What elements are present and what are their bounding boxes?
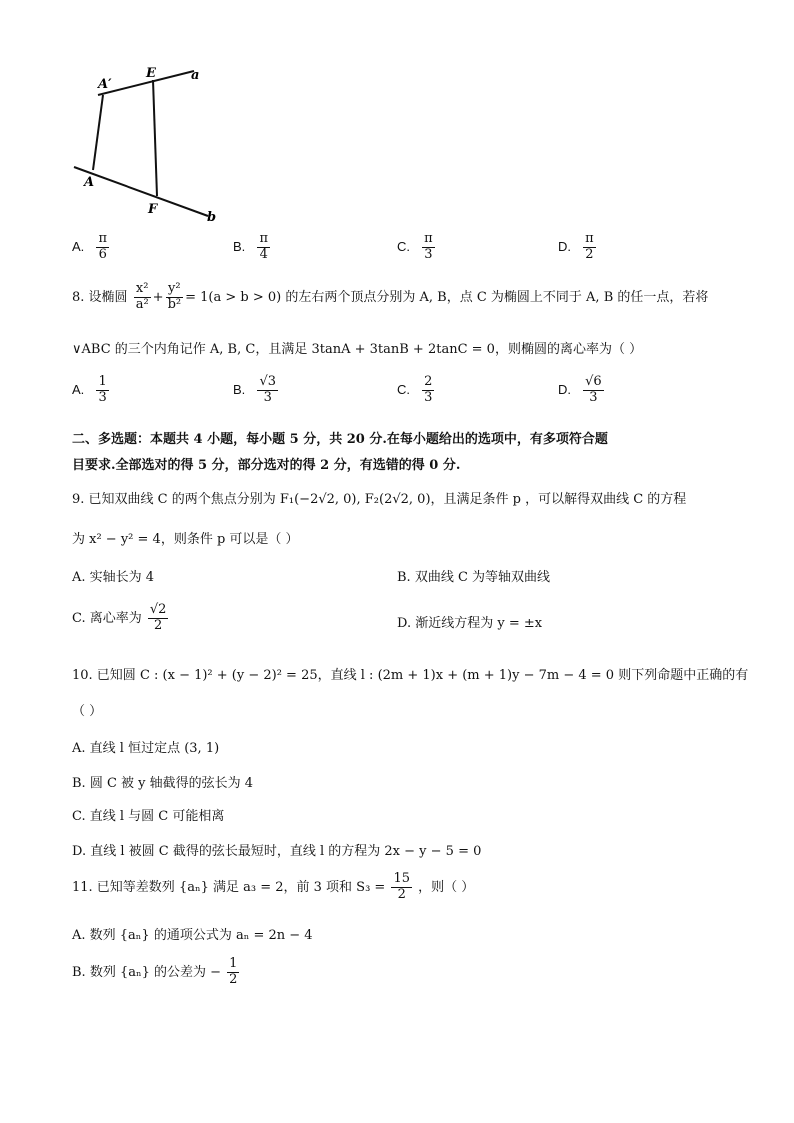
q7-option-d[interactable]	[558, 232, 598, 263]
q9-option-d[interactable]: D. 渐近线方程为 y = ±x	[397, 616, 543, 631]
q8-option-b[interactable]: B. $\frac{√3}{3}$	[233, 374, 276, 405]
q8-option-c[interactable]: C. $\frac{2}{3}$	[397, 374, 433, 405]
label-a-line: a	[191, 68, 200, 83]
label-f: F	[148, 202, 158, 217]
q11-stem: 11. 已知等差数列 {aₙ} 满足 a₃ = 2，前 3 项和 S₃ = $\frac{15}{2}$ ，则（ ）	[72, 871, 475, 902]
q7-option-a[interactable]	[72, 232, 111, 263]
option-letter: C.	[397, 238, 410, 254]
q10-option-d[interactable]: D. 直线 l 被圆 C 截得的弦长最短时，直线 l 的方程为 2x − y − 5 = 0	[72, 844, 482, 859]
option-fraction: $\frac{\pi}{4}$	[259, 231, 268, 262]
q7-option-b[interactable]	[233, 232, 272, 263]
q9-option-b[interactable]: B. 双曲线 C 为等轴双曲线	[397, 570, 551, 585]
q10-stem-line1: 10. 已知圆 C : (x − 1)² + (y − 2)² = 25，直线 l : (2m + 1)x + (m + 1)y − 7m − 4 = 0 则下列命题中正确的有	[72, 668, 749, 683]
label-e: E	[146, 66, 156, 81]
section-heading-line2: 目要求.全部选对的得 5 分，部分选对的得 2 分，有选错的得 0 分.	[72, 458, 461, 473]
q10-option-c[interactable]: C. 直线 l 与圆 C 可能相离	[72, 809, 225, 824]
section-heading-line1: 二、多选题：本题共 4 小题，每小题 5 分，共 20 分.在每小题给出的选项中，有多项符合题	[72, 432, 608, 447]
segment-a-prime-a	[93, 95, 103, 170]
q10-stem-line2: （ ）	[72, 704, 103, 719]
label-a-prime: A′	[98, 77, 112, 92]
ellipse-y-term: $\frac{\text{y²}}{\text{b²}}$	[167, 281, 182, 312]
geometry-figure	[60, 55, 230, 230]
segment-e-f	[153, 80, 157, 196]
option-fraction: $\frac{\pi}{3}$	[424, 231, 433, 262]
option-fraction: $\frac{\pi}{2}$	[585, 231, 594, 262]
q8-stem-line1: 8. 设椭圆 $\frac{\text{x²}}{\text{a²}}$ + $\frac{\text{y²}}{\text{b²}}$ = 1(a > b > 0) 的左右两个顶点分别为 A, B，点 C 为椭圆上不同于 A, B 的任一点，若将	[72, 281, 709, 312]
q9-stem-line1: 9. 已知双曲线 C 的两个焦点分别为 F₁(−2√2, 0), F₂(2√2, 0)，且满足条件 p ，可以解得双曲线 C 的方程	[72, 492, 687, 507]
q11-option-b[interactable]: B. 数列 {aₙ} 的公差为 − $\frac{1}{2}$	[72, 956, 238, 987]
option-letter: B.	[233, 238, 246, 254]
q9-option-c[interactable]: C. 离心率为 $\frac{√2}{2}$	[72, 602, 167, 633]
q7-option-c[interactable]	[397, 232, 437, 263]
option-fraction: $\frac{\pi}{6}$	[98, 231, 107, 262]
label-a: A	[84, 175, 95, 190]
q8-option-a[interactable]: A. $\frac{1}{3}$	[72, 374, 107, 405]
q9-option-a[interactable]: A. 实轴长为 4	[72, 570, 155, 585]
label-b-line: b	[207, 210, 217, 225]
option-letter: D.	[558, 238, 571, 254]
q8-option-d[interactable]: D. $\frac{√6}{3}$	[558, 374, 602, 405]
ellipse-x-term: $\frac{\text{x²}}{\text{a²}}$	[135, 281, 149, 312]
q9-stem-line2: 为 x² − y² = 4，则条件 p 可以是（ ）	[72, 532, 299, 547]
q11-option-a[interactable]: A. 数列 {aₙ} 的通项公式为 aₙ = 2n − 4	[72, 928, 313, 943]
q10-option-b[interactable]: B. 圆 C 被 y 轴截得的弦长为 4	[72, 776, 254, 791]
line-b	[74, 167, 208, 216]
option-letter: A.	[72, 238, 85, 254]
q10-option-a[interactable]: A. 直线 l 恒过定点 (3, 1)	[72, 741, 220, 756]
q8-stem-line2: ∨ABC 的三个内角记作 A, B, C，且满足 3tanA + 3tanB + 2tanC = 0，则椭圆的离心率为（ ）	[72, 342, 643, 357]
